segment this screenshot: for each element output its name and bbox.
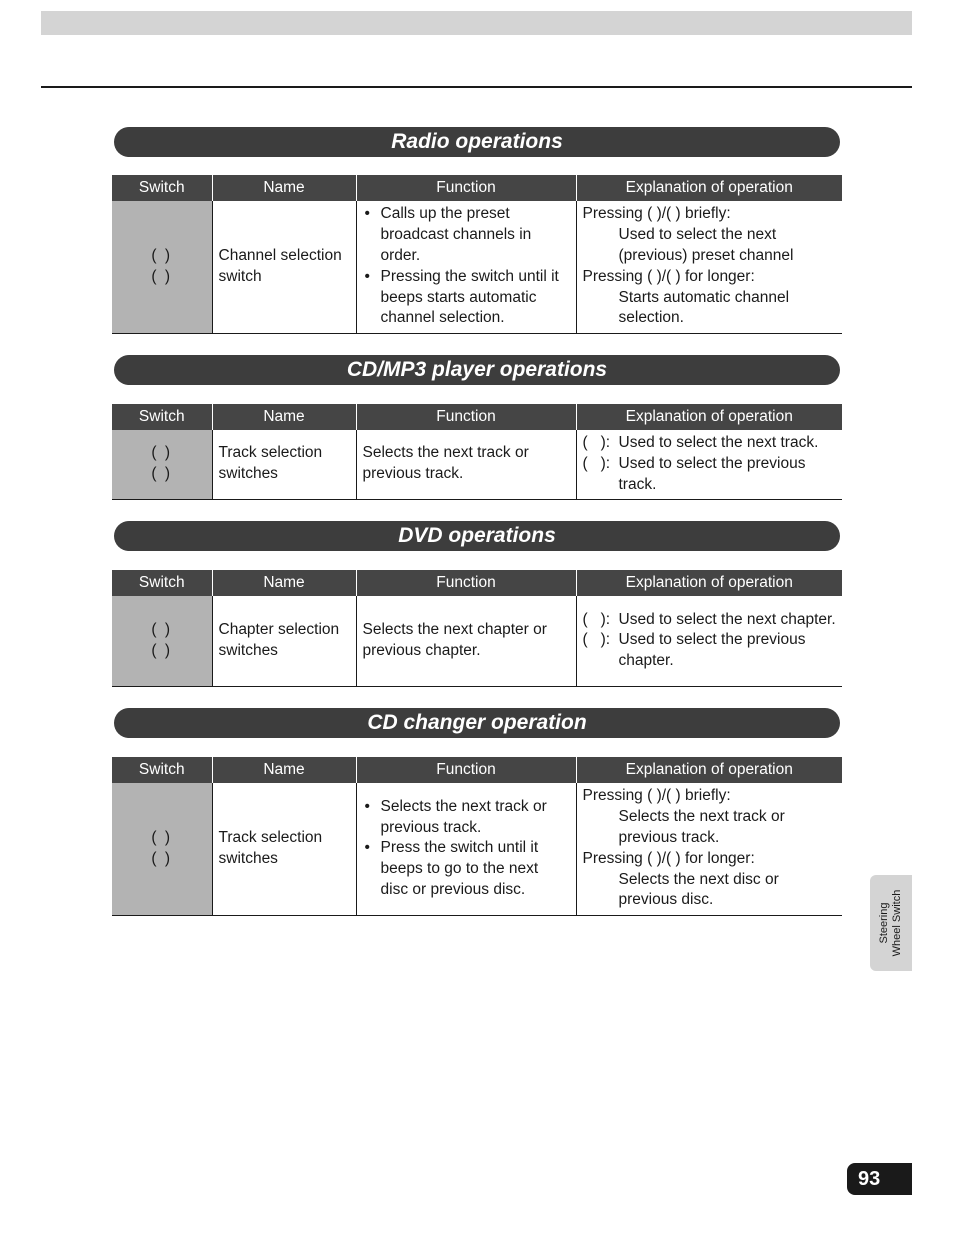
name-cell: Track selection switches — [212, 783, 356, 915]
switch-cell — [112, 430, 212, 499]
header-explanation: Explanation of operation — [576, 404, 842, 430]
table-header-row — [112, 570, 842, 596]
header-switch: Switch — [112, 175, 212, 201]
switch-symbol: ( ) — [151, 641, 173, 659]
explanation-text: Used to select the previous chapter. — [618, 631, 806, 670]
function-cell: Selects the next chapter or previous chapter. — [356, 596, 576, 686]
header-name: Name — [212, 404, 356, 430]
chapter-side-tab — [870, 875, 912, 971]
table-row — [112, 430, 842, 499]
cd-changer-operations-table — [112, 757, 842, 916]
header-explanation: Explanation of operation — [576, 175, 842, 201]
header-switch: Switch — [112, 570, 212, 596]
page-number: 93 — [847, 1163, 912, 1195]
table-row — [112, 596, 842, 686]
header-explanation: Explanation of operation — [576, 570, 842, 596]
switch-symbol: ( ) — [151, 620, 173, 638]
switch-symbol: ( ) — [151, 444, 173, 462]
switch-symbol: ( ) — [151, 828, 173, 846]
function-bullet: • Calls up the preset broadcast channels in order. — [363, 204, 570, 266]
header-function: Function — [356, 570, 576, 596]
header-name: Name — [212, 757, 356, 783]
explanation-cell — [576, 596, 842, 686]
explanation-row — [583, 610, 837, 631]
name-cell: Track selection switches — [212, 430, 356, 499]
chapter-side-tab-label — [878, 890, 904, 957]
explanation-cell — [576, 430, 842, 499]
section-title-radio: Radio operations — [114, 127, 840, 157]
name-cell: Chapter selection switches — [212, 596, 356, 686]
header-name: Name — [212, 570, 356, 596]
explanation-key: ( ): — [582, 434, 611, 452]
section-title-dvd: DVD operations — [114, 521, 840, 551]
explanation-row — [583, 454, 837, 496]
function-bullet: • Selects the next track or previous track. — [363, 797, 570, 839]
switch-symbol: ( ) — [151, 849, 173, 867]
explanation-row — [583, 433, 837, 454]
explanation-cell — [576, 201, 842, 333]
switch-cell — [112, 201, 212, 333]
header-name: Name — [212, 175, 356, 201]
explanation-brief-text: Selects the next track or previous track. — [618, 808, 785, 846]
section-title-cd-mp3: CD/MP3 player operations — [114, 355, 840, 385]
function-cell — [356, 201, 576, 333]
name-cell: Channel selection switch — [212, 201, 356, 333]
explanation-row — [583, 630, 837, 672]
side-tab-line: Steering — [878, 902, 890, 944]
table-header-row — [112, 404, 842, 430]
explanation-brief-text: Used to select the next (previous) preset channel — [618, 226, 794, 264]
dvd-operations-table — [112, 570, 842, 687]
explanation-key: ( ): — [582, 454, 611, 472]
header-function: Function — [356, 757, 576, 783]
switch-symbol: ( ) — [151, 246, 173, 264]
explanation-long-label: Pressing ( )/( ) for longer: — [582, 267, 755, 285]
function-cell — [356, 783, 576, 915]
explanation-long-text: Starts automatic channel selection. — [618, 288, 790, 327]
explanation-text: Used to select the next chapter. — [618, 610, 836, 628]
function-bullet: • Pressing the switch until it beeps starts automatic channel selection. — [363, 267, 570, 329]
header-band — [41, 11, 912, 35]
explanation-long-text: Selects the next disc or previous disc. — [618, 870, 779, 909]
table-header-row — [112, 757, 842, 783]
cd-mp3-operations-table — [112, 404, 842, 500]
table-row — [112, 201, 842, 333]
function-cell: Selects the next track or previous track. — [356, 430, 576, 499]
switch-cell — [112, 783, 212, 915]
explanation-key: ( ): — [582, 610, 611, 628]
radio-operations-table — [112, 175, 842, 334]
table-header-row — [112, 175, 842, 201]
switch-symbol: ( ) — [151, 267, 173, 285]
explanation-text: Used to select the next track. — [618, 434, 819, 452]
header-switch: Switch — [112, 757, 212, 783]
explanation-brief-label: Pressing ( )/( ) briefly: — [582, 787, 731, 805]
header-explanation: Explanation of operation — [576, 757, 842, 783]
explanation-key: ( ): — [582, 631, 611, 649]
header-function: Function — [356, 404, 576, 430]
header-rule — [41, 86, 912, 88]
function-bullet: • Press the switch until it beeps to go to the next disc or previous disc. — [363, 838, 570, 900]
switch-symbol: ( ) — [151, 465, 173, 483]
explanation-brief-label: Pressing ( )/( ) briefly: — [582, 205, 731, 223]
explanation-text: Used to select the previous track. — [618, 454, 806, 493]
side-tab-line: Wheel Switch — [891, 889, 903, 957]
header-function: Function — [356, 175, 576, 201]
section-title-cd-changer: CD changer operation — [114, 708, 840, 738]
table-row — [112, 783, 842, 915]
explanation-long-label: Pressing ( )/( ) for longer: — [582, 849, 755, 867]
explanation-cell — [576, 783, 842, 915]
header-switch: Switch — [112, 404, 212, 430]
switch-cell — [112, 596, 212, 686]
